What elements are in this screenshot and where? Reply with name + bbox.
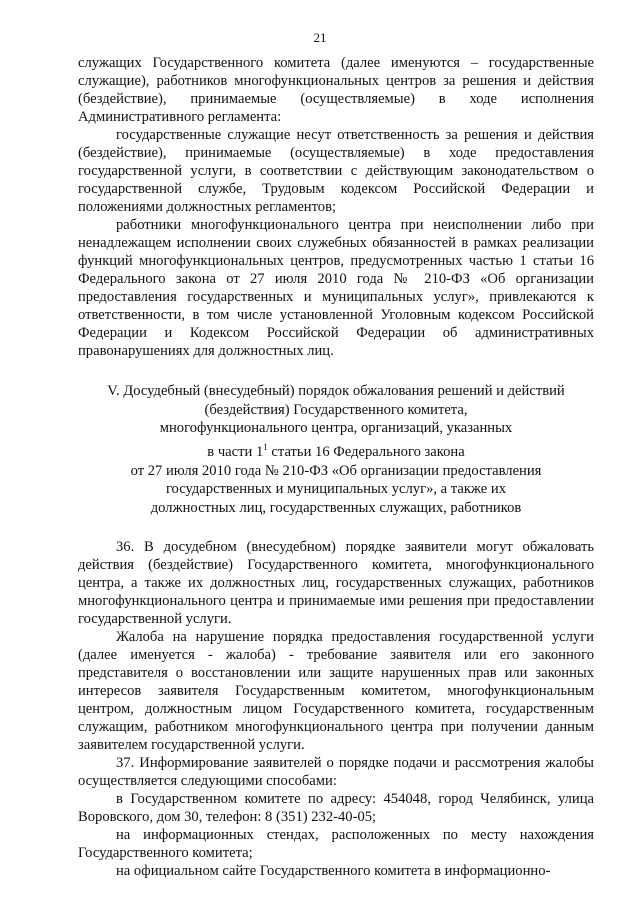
heading-line: [78, 438, 594, 462]
paragraph-36: 36. В досудебном (внесудебном) порядке заявители могут обжаловать действия (бездействие) Государственного комитета, многофункционального центра, а также их должностных лиц, государственных служащих, работников многофункционального центра и принимаемые ими решения при предоставлении государственной услуги.: [78, 538, 594, 627]
heading-line-part: статьи 16 Федерального закона: [267, 443, 465, 460]
heading-line: (бездействия) Государственного комитета,: [204, 401, 468, 418]
heading-line-part: в части 1: [207, 443, 264, 460]
superscript: 1: [263, 442, 268, 453]
section-heading: [78, 382, 594, 518]
page-number: 21: [313, 30, 327, 45]
paragraph-website: на официальном сайте Государственного комитета в информационно-: [116, 862, 551, 879]
paragraph-complaint-definition: Жалоба на нарушение порядка предоставления государственной услуги (далее именуется - жалоба) - требование заявителя или его законного представителя о восстановлении или защите нарушенных прав или законных интересов заявителя Государственным комитетом, многофункциональным центром, должностным лицом Государственного комитета, государственным служащим, работником многофункционального центра при получении данным заявителем государственной услуги.: [78, 628, 594, 753]
paragraph-37: 37. Информирование заявителей о порядке подачи и рассмотрения жалобы осуществляется следующими способами:: [78, 754, 594, 789]
heading-line: должностных лиц, государственных служащих, работников: [150, 500, 522, 517]
paragraph-continuation: служащих Государственного комитета (далее именуются – государственные служащие), работников многофункциональных центров за решения и действия (бездействие), принимаемые (осуществляемые) в ходе исполнения Административного регламента:: [78, 55, 594, 125]
paragraph-stands: на информационных стендах, расположенных по месту нахождения Государственного комитета;: [78, 826, 594, 861]
heading-line: государственных и муниципальных услуг», а также их: [165, 481, 507, 498]
paragraph-mfc-workers: работники многофункционального центра при неисполнении либо при ненадлежащем исполнении своих служебных обязанностей в рамках реализации функций многофункциональных центров, предусмотренных частью 1 статьи 16 Федерального закона от 27 июля 2010 года № 210-ФЗ «Об организации предоставления государственных и муниципальных услуг», привлекаются к ответственности, в том числе установленной Уголовным кодексом Российской Федерации и Кодексом Российской Федерации об административных правонарушениях для должностных лиц.: [78, 217, 594, 359]
document-body: [78, 54, 594, 880]
heading-line: V. Досудебный (внесудебный) порядок обжалования решений и действий: [107, 383, 565, 399]
paragraph-civil-servants: государственные служащие несут ответственность за решения и действия (бездействие), принимаемые (осуществляемые) в ходе предоставления государственной услуги, в соответствии с действующим законодательством о государственной службе, Трудовым кодексом Российской Федерации и положениями должностных регламентов;: [78, 127, 594, 215]
paragraph-address: в Государственном комитете по адресу: 454048, город Челябинск, улица Воровского, дом 30, телефон: 8 (351) 232-40-05;: [78, 790, 594, 825]
heading-line: от 27 июля 2010 года № 210-ФЗ «Об организации предоставления: [130, 462, 542, 479]
heading-line: многофункционального центра, организаций, указанных: [159, 420, 513, 437]
